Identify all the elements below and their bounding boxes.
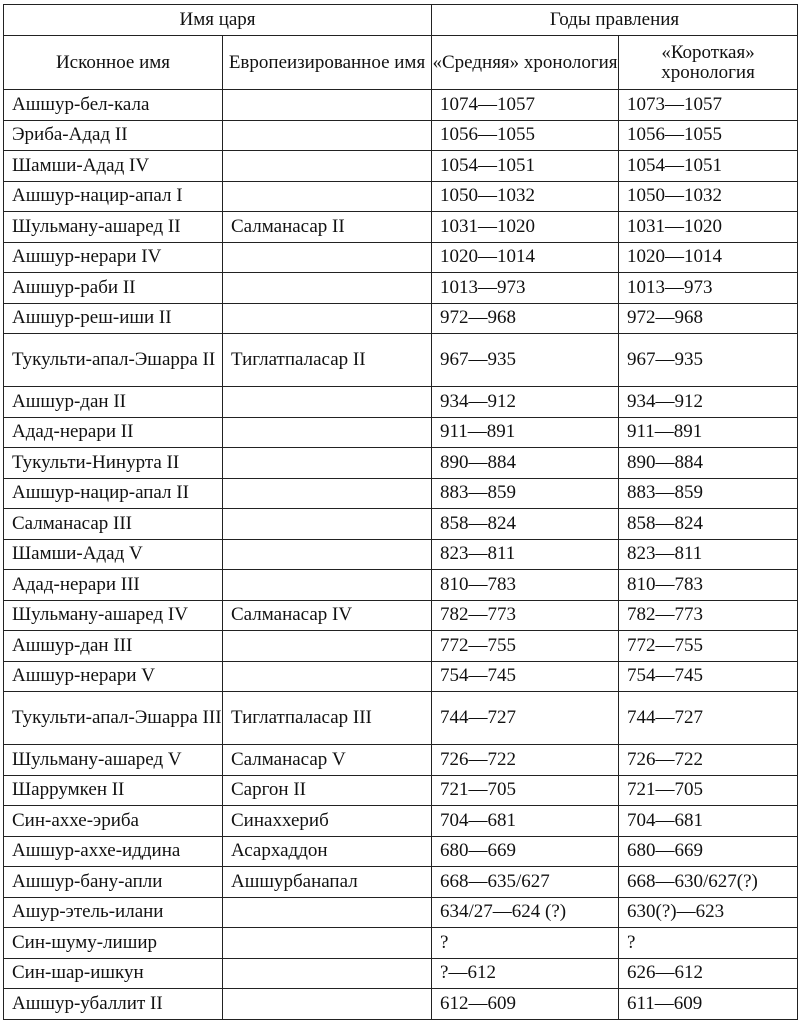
table-row: [4, 539, 798, 570]
cell-middle: 1031—1020: [432, 212, 619, 243]
cell-european: [223, 958, 432, 989]
cell-short: 1031—1020: [619, 212, 798, 243]
cell-middle: 890—884: [432, 448, 619, 479]
cell-european: Тиглатпаласар III: [223, 692, 432, 745]
cell-native: Тукульти-апал-Эшарра II: [4, 334, 223, 387]
cell-short: 967—935: [619, 334, 798, 387]
cell-european: [223, 387, 432, 418]
cell-native: Син-аххе-эриба: [4, 806, 223, 837]
cell-native: Син-шар-ишкун: [4, 958, 223, 989]
cell-native: Адад-нерари II: [4, 417, 223, 448]
cell-middle: 668—635/627: [432, 867, 619, 898]
cell-european: [223, 273, 432, 304]
cell-middle: 1054—1051: [432, 151, 619, 182]
cell-middle: ?—612: [432, 958, 619, 989]
cell-short: 1020—1014: [619, 242, 798, 273]
cell-european: [223, 989, 432, 1020]
cell-european: [223, 448, 432, 479]
cell-native: Шульману-ашаред IV: [4, 600, 223, 631]
table-row: [4, 303, 798, 334]
cell-native: Ашшур-нацир-апал I: [4, 181, 223, 212]
table-row: [4, 958, 798, 989]
cell-european: [223, 478, 432, 509]
cell-european: [223, 897, 432, 928]
cell-short: 972—968: [619, 303, 798, 334]
cell-middle: 721—705: [432, 775, 619, 806]
kings-table: [3, 4, 798, 1020]
cell-short: 721—705: [619, 775, 798, 806]
table-row: [4, 745, 798, 776]
cell-native: Салманасар III: [4, 509, 223, 540]
cell-short: 704—681: [619, 806, 798, 837]
cell-middle: 967—935: [432, 334, 619, 387]
cell-native: Тукульти-апал-Эшарра III: [4, 692, 223, 745]
table-row: [4, 242, 798, 273]
cell-middle: 1074—1057: [432, 90, 619, 121]
cell-european: [223, 661, 432, 692]
cell-european: [223, 181, 432, 212]
cell-middle: 823—811: [432, 539, 619, 570]
cell-short: 626—612: [619, 958, 798, 989]
cell-short: 1054—1051: [619, 151, 798, 182]
cell-european: [223, 90, 432, 121]
cell-european: Ашшурбанапал: [223, 867, 432, 898]
table-row: [4, 181, 798, 212]
table-row: [4, 509, 798, 540]
cell-european: [223, 631, 432, 662]
cell-european: Салманасар V: [223, 745, 432, 776]
cell-european: Саргон II: [223, 775, 432, 806]
cell-middle: 934—912: [432, 387, 619, 418]
header-row-sub: [4, 36, 798, 90]
header-king-name: Имя царя: [4, 5, 432, 36]
cell-native: Ашур-этель-илани: [4, 897, 223, 928]
table-row: [4, 448, 798, 479]
cell-european: [223, 151, 432, 182]
cell-middle: 634/27—624 (?): [432, 897, 619, 928]
cell-native: Ашшур-реш-иши II: [4, 303, 223, 334]
cell-native: Тукульти-Нинурта II: [4, 448, 223, 479]
cell-native: Ашшур-нерари IV: [4, 242, 223, 273]
cell-european: Салманасар IV: [223, 600, 432, 631]
table-row: [4, 387, 798, 418]
table-row: [4, 212, 798, 243]
cell-short: 744—727: [619, 692, 798, 745]
table-row: [4, 836, 798, 867]
cell-native: Шульману-ашаред II: [4, 212, 223, 243]
cell-native: Ашшур-дан III: [4, 631, 223, 662]
cell-middle: 782—773: [432, 600, 619, 631]
cell-short: 911—891: [619, 417, 798, 448]
cell-short: 772—755: [619, 631, 798, 662]
cell-middle: 858—824: [432, 509, 619, 540]
header-short-chronology: «Короткая» хронология: [619, 36, 798, 90]
header-row-top: [4, 5, 798, 36]
cell-short: 611—609: [619, 989, 798, 1020]
cell-middle: 1013—973: [432, 273, 619, 304]
cell-native: Шамши-Адад V: [4, 539, 223, 570]
cell-native: Шаррумкен II: [4, 775, 223, 806]
table-row: [4, 867, 798, 898]
table-row: [4, 417, 798, 448]
cell-native: Ашшур-бану-апли: [4, 867, 223, 898]
cell-middle: 1020—1014: [432, 242, 619, 273]
cell-european: Тиглатпаласар II: [223, 334, 432, 387]
cell-middle: 883—859: [432, 478, 619, 509]
header-native-name: Исконное имя: [4, 36, 223, 90]
cell-short: 1056—1055: [619, 120, 798, 151]
table-row: [4, 600, 798, 631]
cell-short: 754—745: [619, 661, 798, 692]
cell-native: Ашшур-дан II: [4, 387, 223, 418]
cell-native: Ашшур-нерари V: [4, 661, 223, 692]
cell-native: Адад-нерари III: [4, 570, 223, 601]
cell-short: 668—630/627(?): [619, 867, 798, 898]
cell-middle: 911—891: [432, 417, 619, 448]
cell-middle: 726—722: [432, 745, 619, 776]
cell-middle: 680—669: [432, 836, 619, 867]
cell-short: 823—811: [619, 539, 798, 570]
table-row: [4, 90, 798, 121]
cell-short: 934—912: [619, 387, 798, 418]
table-row: [4, 151, 798, 182]
table-row: [4, 334, 798, 387]
cell-short: 1013—973: [619, 273, 798, 304]
table-row: [4, 661, 798, 692]
cell-european: [223, 303, 432, 334]
table-row: [4, 570, 798, 601]
cell-middle: ?: [432, 928, 619, 959]
cell-european: Салманасар II: [223, 212, 432, 243]
table-row: [4, 928, 798, 959]
cell-middle: 612—609: [432, 989, 619, 1020]
cell-native: Ашшур-раби II: [4, 273, 223, 304]
cell-european: [223, 417, 432, 448]
cell-native: Шамши-Адад IV: [4, 151, 223, 182]
cell-middle: 754—745: [432, 661, 619, 692]
cell-native: Ашшур-аххе-иддина: [4, 836, 223, 867]
cell-european: [223, 120, 432, 151]
header-reign-years: Годы правления: [432, 5, 798, 36]
cell-middle: 1056—1055: [432, 120, 619, 151]
header-middle-chronology: «Средняя» хронология: [432, 36, 619, 90]
cell-native: Ашшур-убаллит II: [4, 989, 223, 1020]
cell-short: 680—669: [619, 836, 798, 867]
cell-short: ?: [619, 928, 798, 959]
cell-short: 1050—1032: [619, 181, 798, 212]
cell-native: Ашшур-бел-кала: [4, 90, 223, 121]
cell-european: Асархаддон: [223, 836, 432, 867]
table-row: [4, 692, 798, 745]
table-row: [4, 775, 798, 806]
table-row: [4, 806, 798, 837]
header-european-name: Европеизированное имя: [223, 36, 432, 90]
cell-short: 890—884: [619, 448, 798, 479]
cell-native: Син-шуму-лишир: [4, 928, 223, 959]
cell-short: 810—783: [619, 570, 798, 601]
cell-european: [223, 242, 432, 273]
table-row: [4, 478, 798, 509]
cell-european: [223, 509, 432, 540]
cell-native: Эриба-Адад II: [4, 120, 223, 151]
table-row: [4, 989, 798, 1020]
cell-short: 630(?)—623: [619, 897, 798, 928]
cell-middle: 810—783: [432, 570, 619, 601]
cell-european: [223, 928, 432, 959]
cell-european: [223, 539, 432, 570]
cell-european: [223, 570, 432, 601]
cell-short: 782—773: [619, 600, 798, 631]
cell-short: 726—722: [619, 745, 798, 776]
cell-middle: 1050—1032: [432, 181, 619, 212]
cell-short: 883—859: [619, 478, 798, 509]
cell-short: 1073—1057: [619, 90, 798, 121]
cell-native: Ашшур-нацир-апал II: [4, 478, 223, 509]
cell-middle: 704—681: [432, 806, 619, 837]
cell-middle: 972—968: [432, 303, 619, 334]
table-row: [4, 631, 798, 662]
cell-middle: 744—727: [432, 692, 619, 745]
table-row: [4, 273, 798, 304]
cell-european: Синаххериб: [223, 806, 432, 837]
cell-middle: 772—755: [432, 631, 619, 662]
table-row: [4, 120, 798, 151]
table-row: [4, 897, 798, 928]
cell-short: 858—824: [619, 509, 798, 540]
cell-native: Шульману-ашаред V: [4, 745, 223, 776]
